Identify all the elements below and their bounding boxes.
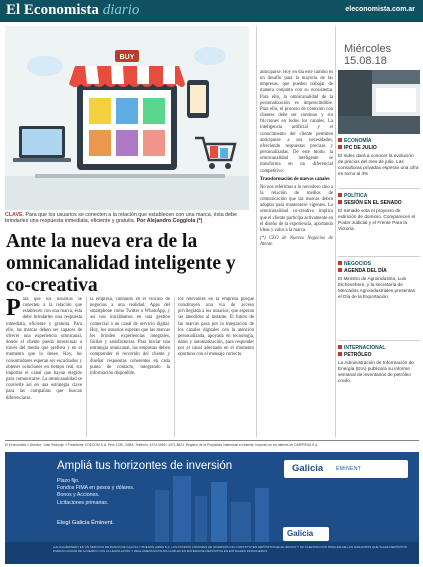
- article-text-2: la empresa, contando en el vínculo de negocios a una realidad. Apps del smartphone como Twitter o WhatsApp, y así nos iniciábamos en una gestión comercial a un canal de servicio digital. Hoy, los usuarios esperan que las marcas les brinden experiencias integrales, fáciles y satisfactorias. Para iniciar una estrategia omnicanal, las empresas deben comprender el recorrido del cliente y diseñar respuestas coherentes en cada punto de contacto, integrando la información disponible.: [90, 297, 170, 376]
- sidebar-title-senado[interactable]: SESIÓN EN EL SENADO: [338, 200, 402, 206]
- galicia-logo-text: Galicia: [287, 529, 314, 538]
- newspaper-logo[interactable]: [6, 2, 139, 19]
- photo-caption: [5, 212, 249, 225]
- article-headline: Ante la nueva era de la omnicanalidad inteligente y co-creativa: [6, 231, 236, 296]
- footer-divider: [5, 440, 419, 441]
- column-divider: [335, 26, 336, 437]
- ad-product-item: Plazo fijo.: [57, 478, 80, 484]
- article-column-2: [90, 297, 170, 437]
- caption-author: Por Alejandro Coggiola (*): [135, 218, 203, 225]
- date-weekday: Miércoles: [344, 43, 392, 55]
- article-subhead: Transformación de nuevos canales: [260, 176, 330, 182]
- sidebar-divider: [338, 188, 420, 189]
- galicia-logo: [283, 527, 329, 541]
- ad-product-item: Fondos FIMA en pesos y dólares.: [57, 485, 135, 492]
- sidebar-title-ipc[interactable]: IPC DE JULIO: [338, 145, 377, 151]
- drop-cap: P: [6, 297, 21, 321]
- sidebar-tag-internacional[interactable]: INTERNACIONAL: [338, 345, 385, 351]
- sidebar-text-internacional: La Administración de Información de Energía (EIA) publicará su informe semanal de inventarios de petróleo crudo.: [338, 360, 414, 383]
- ad-call-to-action: Elegí Galicia Éminent.: [57, 520, 115, 526]
- ad-product-item: Bonos y Acciones.: [57, 492, 100, 499]
- article-column-1: [6, 297, 82, 437]
- ad-product-list: [57, 478, 134, 507]
- sidebar-title-agenda[interactable]: AGENDA DEL DÍA: [338, 268, 387, 274]
- ad-brand-name: Galicia: [292, 463, 324, 474]
- ad-brand-tag: ÉMINENT: [336, 466, 362, 472]
- brand-main: El Economista: [6, 2, 99, 18]
- sidebar-tag-negocios[interactable]: NEGOCIOS: [338, 261, 371, 267]
- article-text-1: ara que los usuarios se conecten a la relación que establecen con una marca, ésta debe brindarles una respuesta inmediata, eficiente y gratuita. Para ello, las marcas deben ser capaces de ofrecer una experiencia omnicanal, donde el cliente pueda interactuar a través del medio que prefiera y en el momento que lo desee. Hoy, los consumidores esperan ser escuchados y obtener soluciones en tiempo real, sin importar el canal que hayan elegido para comunicarse. La omnicanalidad se convierte así en una estrategia clave para las compañías que buscan diferenciarse.: [6, 297, 82, 401]
- article-text-4: anticiparse. Hoy en día este camino es un desafío para la mayoría de las empresas, que pueden trabajar de manera conjunta con su ecosistema. Para ello, la omnicanalidad de la personalización es imprescindible. Para ello, el proceso de conexión con clientes debe ser continuo y sin fricciones en todos los canales. La inteligencia artificial y el conocimiento del cliente permiten anticiparse a sus necesidades, ofreciendo respuestas precisas y personalizadas. De este modo, la omnicanalidad inteligente se transforma en un diferencial competitivo.: [260, 70, 333, 174]
- ad-product-item: Licitaciones primarias.: [57, 499, 109, 506]
- caption-text: Para que los usuarios se conecten a la relación que establecen con una marca, ésta debe brindarles una respuesta inmediata, eficiente y gratuita.: [5, 212, 237, 225]
- sidebar-photo: [338, 70, 420, 134]
- sidebar-divider: [338, 256, 420, 257]
- column-divider: [256, 26, 257, 437]
- ad-legal-text: GALICIA ÉMINENT ES UN SERVICIO DE BANCO DE GALICIA Y BUENOS AIRES S.A. LOS FONDOS COMUNES DE INVERSIÓN NO CONSTITUYEN DEPÓSITOS EN EL BANCO Y NO CUENTAN CON NINGUNA DE LAS GARANTÍAS QUE TALES DEPÓSITOS PUEDAN GOZAR DE ACUERDO CON LA LEGISLACIÓN Y REGLAMENTACIÓN APLICABLES EN MATERIA DE DEPÓSITOS EN ENTIDADES FINANCIERAS.: [53, 545, 407, 553]
- sidebar-text-politica: El Senado vota el proyecto de extinción de dominio. Comparecen el Poder Judicial y el Frente Para la Victoria.: [338, 208, 416, 231]
- sidebar-tag-economia[interactable]: ECONOMÍA: [338, 138, 372, 144]
- site-url[interactable]: eleconomista.com.ar: [345, 6, 415, 13]
- sidebar-text-negocios: El Ministro de Agroindustria, Luis Etchevehere, y la secretaría de Mercados Agroindustriales presentan el Día de la Exportación.: [338, 276, 416, 299]
- author-signature: (*) CEO de Nuevos Negocios de Atento: [260, 236, 333, 248]
- column-divider: [174, 297, 175, 437]
- ad-brand-box: [284, 460, 408, 478]
- sidebar-text-economia: El Indec dará a conocer la evolución de precios del mes de julio. Las consultoras privadas esperan una cifra en torno al 3%.: [338, 153, 419, 176]
- caption-keyword: CLAVE.: [5, 212, 25, 218]
- sidebar-title-petroleo[interactable]: PETRÓLEO: [338, 352, 372, 358]
- sidebar-tag-politica[interactable]: POLÍTICA: [338, 193, 367, 199]
- masthead: [0, 0, 423, 22]
- buy-badge: BUY: [119, 54, 135, 61]
- bank-advertisement[interactable]: [5, 452, 419, 564]
- column-divider: [86, 297, 87, 437]
- sidebar-divider: [338, 340, 420, 341]
- hero-illustration: [5, 26, 249, 210]
- article-column-3: [178, 297, 254, 437]
- article-column-4: [260, 70, 333, 437]
- date-number: 15.08.18: [344, 55, 387, 67]
- ad-headline: Ampliá tus horizontes de inversión: [57, 460, 233, 472]
- article-text-5: No nos referimos a lo novedoso sino a la relación de medios de comunicación que las marcas deben adoptar para mantenerse vigentes. La omnicanalidad co-creativa implica que el cliente participa activamente en el diseño de la experiencia, aportando ideas y valor a la marca.: [260, 184, 333, 233]
- article-text-3: los relevantes en la empresa porque constituyen una vía de acceso privilegiada a los usuarios, que esperan ser atendidos al instante. El futuro de las marcas pasa por la integración de los canales digitales con la atención personalizada, apoyada en tecnología, datos y automatización, para responder por el canal adecuado en el momento oportuno con el mensaje correcto.: [178, 297, 254, 358]
- brand-sub: diario: [102, 2, 140, 18]
- imprint-line: El Economista // Director: Juan Radonjic // Presidente: EDECOM S.A. Perú 1139, CABA. Teléfono: 4374-0969 / 4371-8624. Registro de la Propiedad Intelectual en trámite. Impreso en los talleres de CIMPRESA S.A.: [5, 443, 319, 447]
